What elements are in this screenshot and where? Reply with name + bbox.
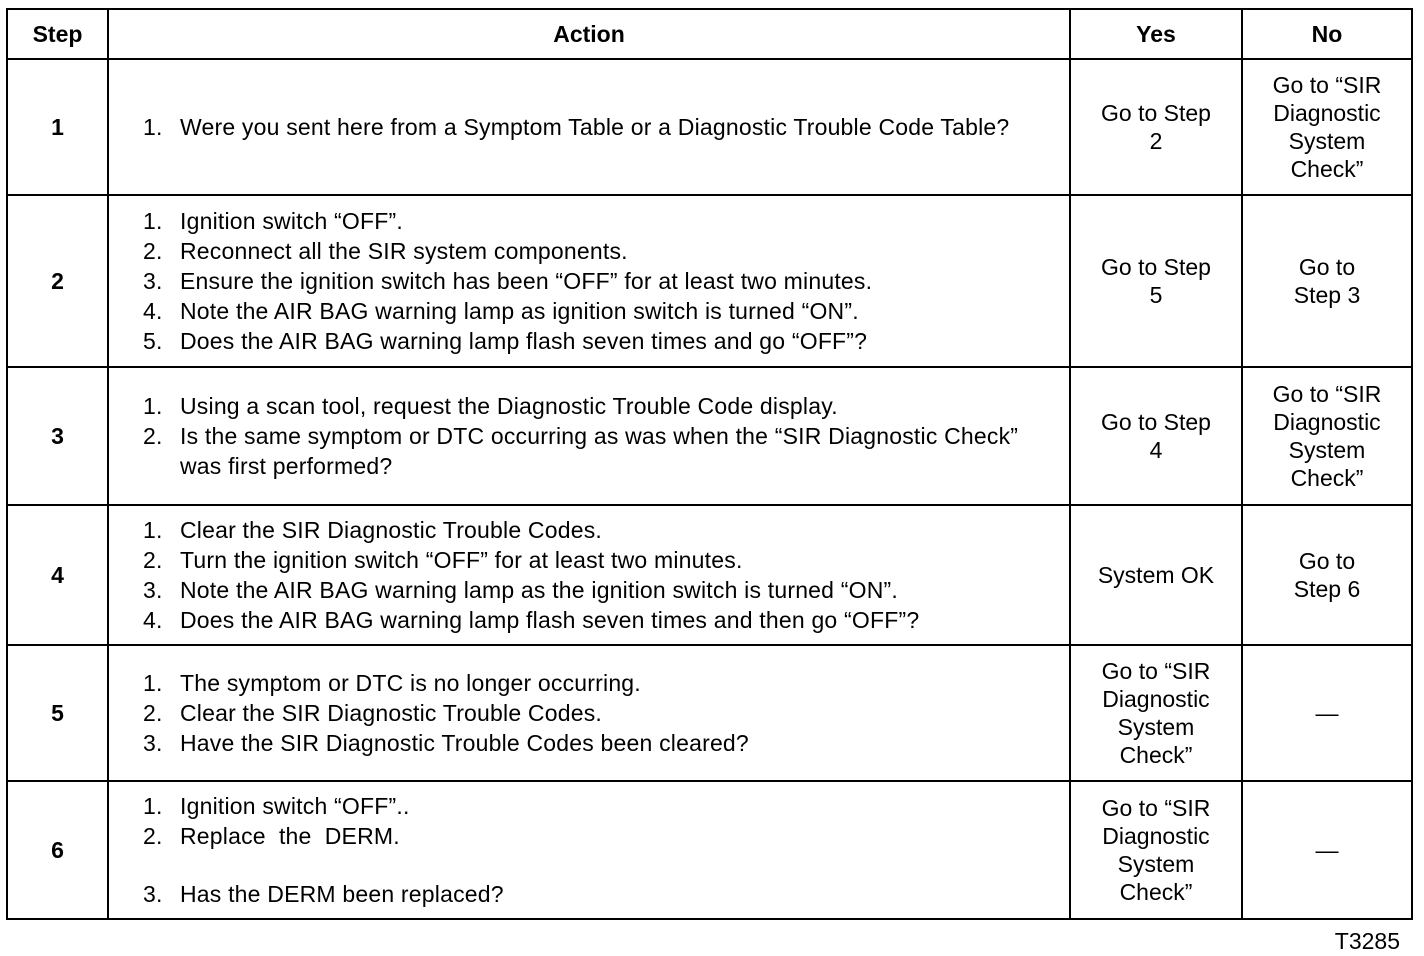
table-row <box>7 195 1412 367</box>
action-item-text: Ensure the ignition switch has been “OFF” for at least two minutes. <box>180 268 873 294</box>
table-row <box>7 59 1412 195</box>
action-item-text: Have the SIR Diagnostic Trouble Codes been cleared? <box>180 730 749 756</box>
action-item-number: 4. <box>143 607 163 633</box>
figure-code: T3285 <box>1334 928 1400 954</box>
action-item-number: 3. <box>143 730 163 756</box>
action-cell <box>108 781 1070 919</box>
action-item-text: Is the same symptom or DTC occurring as was when the “SIR Diagnostic Check” was first performed? <box>180 423 1019 479</box>
yes-outcome-text: System OK <box>1097 562 1215 588</box>
action-item-text: Replace the DERM. <box>180 823 400 849</box>
action-item-number: 3. <box>143 577 163 603</box>
action-item <box>143 391 1055 421</box>
step-number: 2 <box>7 195 108 367</box>
action-item-text: Clear the SIR Diagnostic Trouble Codes. <box>180 517 603 543</box>
action-item <box>143 668 1055 698</box>
header-step: Step <box>7 9 108 59</box>
no-outcome-text: Go to Step 6 <box>1293 548 1361 602</box>
yes-outcome-text: Go to “SIR Diagnostic System Check” <box>1101 795 1211 905</box>
no-outcome-text: — <box>1315 837 1339 863</box>
action-list <box>143 668 1055 758</box>
action-list <box>143 515 1055 635</box>
action-item-number: 1. <box>143 670 163 696</box>
action-item-number: 2. <box>143 238 163 264</box>
action-item <box>143 421 1055 481</box>
table-row <box>7 367 1412 505</box>
action-item-number: 1. <box>143 517 163 543</box>
action-cell <box>108 59 1070 195</box>
action-item-number: 1. <box>143 393 163 419</box>
action-item-number: 2. <box>143 700 163 726</box>
action-item <box>143 112 1055 142</box>
action-cell <box>108 645 1070 781</box>
action-item <box>143 326 1055 356</box>
yes-outcome <box>1070 59 1242 195</box>
header-yes: Yes <box>1070 9 1242 59</box>
action-cell <box>108 505 1070 645</box>
action-item-text: Ignition switch “OFF”.. <box>180 793 410 819</box>
yes-outcome <box>1070 645 1242 781</box>
table-row <box>7 505 1412 645</box>
yes-outcome <box>1070 505 1242 645</box>
step-number: 3 <box>7 367 108 505</box>
action-cell <box>108 195 1070 367</box>
action-cell <box>108 367 1070 505</box>
action-list <box>143 791 1055 909</box>
action-item-number: 1. <box>143 208 163 234</box>
action-item <box>143 698 1055 728</box>
step-number: 6 <box>7 781 108 919</box>
action-item-text: The symptom or DTC is no longer occurring. <box>180 670 641 696</box>
no-outcome <box>1242 505 1412 645</box>
yes-outcome <box>1070 781 1242 919</box>
table-row <box>7 781 1412 919</box>
action-item-number: 2. <box>143 547 163 573</box>
action-item-number: 2. <box>143 423 163 449</box>
table-row <box>7 645 1412 781</box>
yes-outcome-text: Go to “SIR Diagnostic System Check” <box>1101 658 1211 768</box>
action-item-text: Ignition switch “OFF”. <box>180 208 403 234</box>
action-item <box>143 791 1055 821</box>
action-item-text: Turn the ignition switch “OFF” for at least two minutes. <box>180 547 743 573</box>
action-item-text: Does the AIR BAG warning lamp flash seven times and go “OFF”? <box>180 328 868 354</box>
yes-outcome-text: Go to Step 4 <box>1101 409 1211 463</box>
action-item <box>143 605 1055 635</box>
action-item-text: Has the DERM been replaced? <box>180 881 504 907</box>
action-item-text: Using a scan tool, request the Diagnostic Trouble Code display. <box>180 393 838 419</box>
no-outcome <box>1242 367 1412 505</box>
header-row <box>7 9 1412 59</box>
action-list <box>143 391 1055 481</box>
action-item-number: 1. <box>143 114 163 140</box>
no-outcome <box>1242 645 1412 781</box>
action-item-text: Note the AIR BAG warning lamp as the ignition switch is turned “ON”. <box>180 577 898 603</box>
action-item-number: 5. <box>143 328 163 354</box>
action-item-text: Clear the SIR Diagnostic Trouble Codes. <box>180 700 603 726</box>
no-outcome-text: Go to Step 3 <box>1293 254 1361 308</box>
action-item-text: Were you sent here from a Symptom Table or a Diagnostic Trouble Code Table? <box>180 114 1010 140</box>
action-item <box>143 236 1055 266</box>
action-item <box>143 266 1055 296</box>
action-item <box>143 821 1055 851</box>
action-item <box>143 515 1055 545</box>
action-item-text: Reconnect all the SIR system components. <box>180 238 628 264</box>
diagnostic-table <box>6 8 1413 920</box>
action-item-number: 4. <box>143 298 163 324</box>
no-outcome-text: — <box>1315 700 1339 726</box>
action-item-text: Note the AIR BAG warning lamp as ignition switch is turned “ON”. <box>180 298 859 324</box>
yes-outcome-text: Go to Step 2 <box>1101 100 1211 154</box>
step-number: 5 <box>7 645 108 781</box>
action-item-text: Does the AIR BAG warning lamp flash seven times and then go “OFF”? <box>180 607 920 633</box>
header-no: No <box>1242 9 1412 59</box>
no-outcome-text: Go to “SIR Diagnostic System Check” <box>1272 72 1382 182</box>
no-outcome-text: Go to “SIR Diagnostic System Check” <box>1272 381 1382 491</box>
action-item <box>143 296 1055 326</box>
action-item <box>143 206 1055 236</box>
action-list <box>143 206 1055 356</box>
action-item <box>143 575 1055 605</box>
action-item <box>143 545 1055 575</box>
action-item-number: 1. <box>143 793 163 819</box>
action-item <box>143 728 1055 758</box>
action-item <box>143 879 1055 909</box>
step-number: 4 <box>7 505 108 645</box>
no-outcome <box>1242 59 1412 195</box>
header-action: Action <box>108 9 1070 59</box>
action-item-number: 3. <box>143 881 163 907</box>
action-list <box>143 112 1055 142</box>
yes-outcome <box>1070 367 1242 505</box>
no-outcome <box>1242 781 1412 919</box>
step-number: 1 <box>7 59 108 195</box>
no-outcome <box>1242 195 1412 367</box>
yes-outcome <box>1070 195 1242 367</box>
yes-outcome-text: Go to Step 5 <box>1101 254 1211 308</box>
action-item-number: 2. <box>143 823 163 849</box>
action-item-number: 3. <box>143 268 163 294</box>
